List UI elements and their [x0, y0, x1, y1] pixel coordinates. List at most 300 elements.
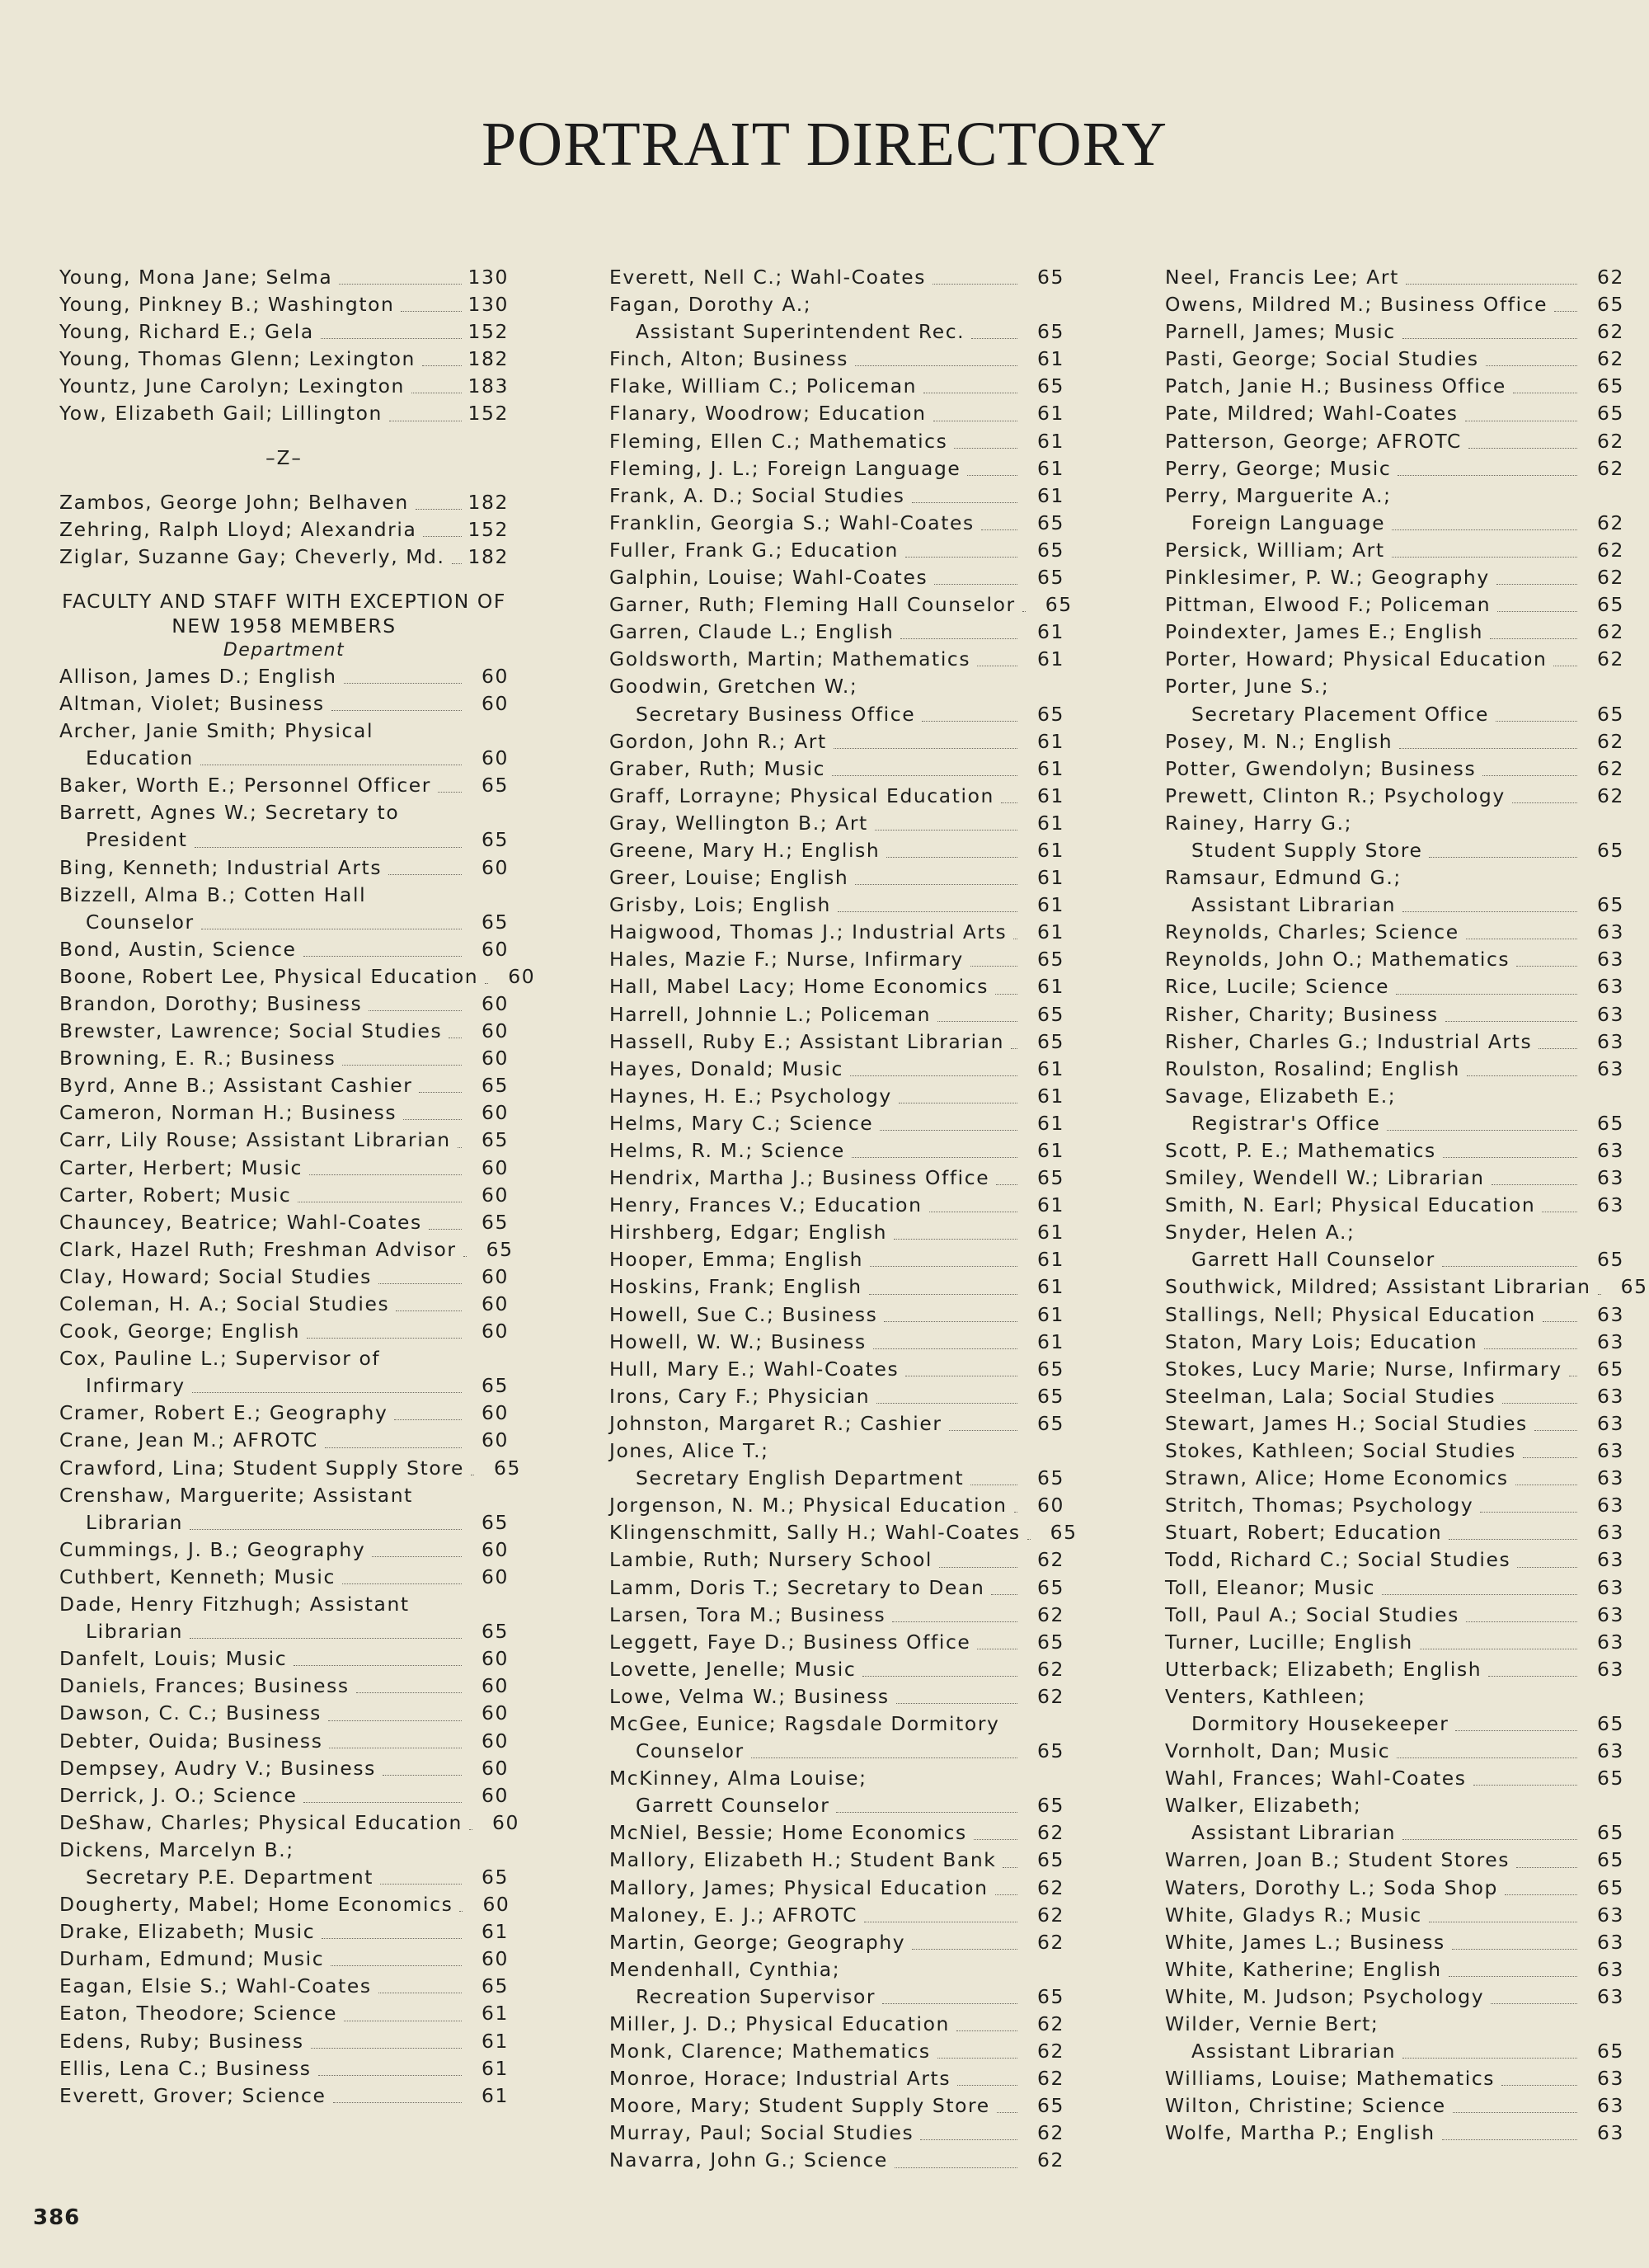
dot-leader [1442, 2139, 1577, 2140]
dot-leader [396, 1310, 462, 1311]
entry-name: Patterson, George; AFROTC [1165, 429, 1462, 453]
entry-name: Bing, Kenneth; Industrial Arts [59, 855, 383, 879]
directory-entry [59, 663, 509, 690]
entry-name: Carter, Robert; Music [59, 1183, 292, 1207]
entry-line [609, 783, 1064, 810]
dot-leader [933, 284, 1017, 285]
directory-entry [1165, 291, 1624, 318]
dot-leader [838, 911, 1017, 912]
entry-page: 65 [1037, 374, 1064, 398]
entry-line [1165, 1902, 1624, 1929]
entry-line [1165, 1710, 1624, 1738]
directory-entry [609, 1056, 1064, 1083]
entry-page: 61 [1037, 1275, 1064, 1299]
dot-leader [401, 311, 462, 312]
entry-role: Garrett Counselor [636, 1794, 830, 1818]
entry-role: Secretary English Department [636, 1466, 965, 1490]
dot-leader [1491, 2003, 1577, 2004]
entry-name: Monroe, Horace; Industrial Arts [609, 2067, 951, 2091]
directory-entry [609, 973, 1064, 1000]
directory-entry [59, 373, 509, 400]
entry-role: President [86, 828, 188, 852]
entry-name: Young, Mona Jane; Selma [59, 266, 333, 289]
entry-role: Counselor [86, 910, 195, 934]
directory-entry [1165, 318, 1624, 346]
dot-leader [832, 775, 1017, 776]
directory-entry [59, 346, 509, 373]
entry-line [59, 543, 509, 571]
dot-leader [485, 983, 488, 984]
entry-page: 60 [482, 1264, 509, 1288]
dot-leader [190, 1529, 462, 1530]
entry-line [609, 1028, 1064, 1056]
entry-name: Perry, Marguerite A.; [1165, 483, 1392, 507]
dot-leader [870, 1266, 1017, 1267]
directory-entry [59, 799, 509, 854]
directory-entry [1165, 919, 1624, 946]
entry-line [609, 1738, 1064, 1765]
entry-page: 62 [1597, 647, 1624, 671]
dot-leader [307, 1338, 462, 1339]
dot-leader [912, 502, 1017, 503]
dot-leader [344, 683, 462, 684]
directory-entry [1165, 1383, 1624, 1410]
entry-line [1165, 1765, 1624, 1792]
directory-entry [609, 728, 1064, 755]
entry-line [609, 482, 1064, 510]
dot-leader [339, 284, 462, 285]
entry-name: Derrick, J. O.; Science [59, 1783, 298, 1807]
entry-page: 62 [1037, 1657, 1064, 1681]
entry-name: Garner, Ruth; Fleming Hall Counselor [609, 593, 1016, 617]
entry-line [609, 428, 1064, 455]
entry-page: 65 [1597, 1248, 1624, 1272]
entry-name: Lovette, Jenelle; Music [609, 1657, 857, 1681]
entry-name: Fuller, Frank G.; Education [609, 538, 899, 562]
entry-page: 62 [1037, 1875, 1064, 1899]
directory-entry [609, 810, 1064, 837]
entry-line [609, 755, 1064, 783]
directory-entry [1165, 2011, 1624, 2065]
entry-line [609, 1410, 1064, 1437]
entry-name: Durham, Edmund; Music [59, 1947, 325, 1971]
directory-entry [59, 1782, 509, 1809]
entry-page: 62 [1037, 1684, 1064, 1708]
directory-entry [59, 2082, 509, 2110]
directory-entry [59, 1018, 509, 1045]
entry-page: 62 [1037, 2012, 1064, 2035]
dot-leader [991, 1594, 1017, 1595]
entry-page: 65 [486, 1237, 514, 1261]
entry-page: 61 [1037, 1193, 1064, 1217]
entry-page: 60 [482, 1729, 509, 1753]
entry-name: Greer, Louise; English [609, 866, 849, 890]
entry-name: Leggett, Faye D.; Business Office [609, 1630, 971, 1654]
dot-leader [1496, 584, 1577, 585]
entry-line [609, 1110, 1064, 1137]
entry-name: Hull, Mary E.; Wahl-Coates [609, 1357, 900, 1381]
entry-line [609, 537, 1064, 564]
directory-entry [59, 1946, 509, 1973]
entry-page: 63 [1597, 1166, 1624, 1190]
directory-entry [609, 1683, 1064, 1710]
directory-entry [609, 783, 1064, 810]
entry-line [59, 1427, 509, 1454]
entry-line [609, 1683, 1064, 1710]
directory-entry [59, 1837, 509, 1891]
entry-line [1165, 264, 1624, 291]
directory-entry [609, 2120, 1064, 2147]
entry-name: Southwick, Mildred; Assistant Librarian [1165, 1275, 1591, 1299]
entry-line [609, 946, 1064, 973]
directory-entry [1165, 673, 1624, 727]
dot-leader [852, 1157, 1017, 1158]
entry-line [1165, 1983, 1624, 2011]
entry-name: Crawford, Lina; Student Supply Store [59, 1456, 464, 1480]
entry-line [1165, 1383, 1624, 1410]
entry-page: 63 [1597, 1739, 1624, 1763]
dot-leader [438, 792, 462, 793]
directory-entry [1165, 1301, 1624, 1329]
entry-name: Pittman, Elwood F.; Policeman [1165, 593, 1492, 617]
entry-name: Barrett, Agnes W.; Secretary to [59, 801, 400, 825]
entry-name: Poindexter, James E.; English [1165, 620, 1484, 644]
entry-page: 183 [467, 374, 509, 398]
entry-name: Boone, Robert Lee, Physical Education [59, 964, 479, 988]
entry-name: Vornholt, Dan; Music [1165, 1739, 1391, 1763]
entry-line [609, 1329, 1064, 1356]
entry-page: 152 [467, 517, 509, 541]
entry-line [609, 2092, 1064, 2120]
entry-line [59, 690, 509, 718]
entry-line [609, 973, 1064, 1000]
entry-page: 65 [1037, 1384, 1064, 1408]
entry-name: Zambos, George John; Belhaven [59, 490, 409, 514]
dot-leader [1387, 1130, 1577, 1131]
entry-line [1165, 428, 1624, 455]
entry-page: 63 [1597, 1056, 1624, 1080]
directory-entry [1165, 810, 1624, 864]
dot-leader [463, 1256, 467, 1257]
dot-leader [394, 1419, 462, 1420]
entry-page: 60 [482, 1537, 509, 1561]
directory-entry [1165, 1410, 1624, 1437]
entry-page: 60 [482, 1320, 509, 1343]
entry-page: 60 [482, 1756, 509, 1780]
entry-name: Everett, Nell C.; Wahl-Coates [609, 266, 926, 289]
dot-leader [195, 847, 462, 848]
entry-line [609, 1219, 1064, 1246]
entry-page: 65 [1037, 1411, 1064, 1435]
entry-line [609, 1465, 1064, 1492]
entry-name: Mallory, James; Physical Education [609, 1875, 989, 1899]
entry-line [1165, 1956, 1624, 1983]
directory-entry [59, 1263, 509, 1291]
dot-leader [380, 1884, 462, 1885]
entry-line [609, 1519, 1078, 1546]
entry-name: Ziglar, Suzanne Gay; Cheverly, Md. [59, 544, 445, 568]
entry-name: Everett, Grover; Science [59, 2083, 327, 2107]
entry-name: Ellis, Lena C.; Business [59, 2056, 312, 2080]
directory-entry [59, 489, 509, 516]
entry-page: 63 [1597, 1657, 1624, 1681]
directory-entry [59, 1291, 509, 1318]
entry-name: Haynes, H. E.; Psychology [609, 1084, 892, 1108]
entry-line [609, 346, 1064, 373]
entry-line [1165, 373, 1624, 400]
entry-page: 60 [482, 855, 509, 879]
entry-page: 62 [1597, 456, 1624, 480]
directory-entry [59, 1482, 509, 1536]
entry-page: 62 [1597, 538, 1624, 562]
directory-entry [59, 718, 509, 772]
entry-page: 61 [1037, 729, 1064, 753]
dot-leader [855, 365, 1017, 366]
dot-leader [1502, 1403, 1577, 1404]
entry-line [609, 1929, 1064, 1956]
entry-page: 65 [1037, 948, 1064, 972]
section-heading: NEW 1958 MEMBERS [171, 614, 397, 638]
entry-role: Recreation Supervisor [636, 1984, 876, 2008]
entry-page: 60 [1037, 1494, 1064, 1517]
entry-page: 61 [1037, 1221, 1064, 1245]
entry-name: Henry, Frances V.; Education [609, 1193, 923, 1217]
entry-page: 65 [1037, 1466, 1064, 1490]
entry-line [609, 591, 1073, 619]
entry-page: 63 [1597, 2121, 1624, 2145]
directory-entry [609, 1546, 1064, 1574]
entry-line [59, 2000, 509, 2027]
entry-page: 61 [482, 2002, 509, 2026]
directory-entry [609, 264, 1064, 291]
dot-leader [1512, 802, 1577, 803]
entry-page: 60 [482, 664, 509, 688]
directory-entry [609, 400, 1064, 427]
entry-page: 130 [467, 293, 509, 317]
entry-page: 62 [1037, 1821, 1064, 1845]
dot-leader [1466, 1621, 1577, 1622]
entry-line [609, 1792, 1064, 1819]
entry-page: 63 [1597, 1602, 1624, 1626]
entry-line [1165, 2065, 1624, 2092]
dot-leader [1402, 2058, 1577, 2059]
entry-line [609, 264, 1064, 291]
directory-entry [59, 1155, 509, 1182]
entry-name: Wilton, Christine; Science [1165, 2094, 1446, 2118]
directory-entry [609, 1847, 1064, 1874]
entry-name: Lowe, Velma W.; Business [609, 1684, 890, 1708]
entry-page: 63 [1597, 1029, 1624, 1053]
entry-name: Franklin, Georgia S.; Wahl-Coates [609, 511, 975, 534]
entry-page: 60 [482, 1783, 509, 1807]
entry-page: 60 [482, 1292, 509, 1315]
entry-line [1165, 1329, 1624, 1356]
entry-name: Steelman, Lala; Social Studies [1165, 1384, 1496, 1408]
dot-leader [190, 1638, 462, 1639]
entry-line [59, 826, 509, 854]
entry-line [1165, 919, 1624, 946]
dot-leader [1022, 611, 1026, 612]
entry-page: 130 [467, 266, 509, 289]
entry-page: 152 [467, 402, 509, 426]
directory-entry [59, 854, 509, 882]
entry-name: White, M. Judson; Psychology [1165, 1984, 1485, 2008]
entry-line [59, 1209, 509, 1236]
directory-entry [1165, 1056, 1624, 1083]
directory-entry [1165, 1028, 1624, 1056]
entry-name: Hall, Mabel Lacy; Home Economics [609, 975, 989, 999]
entry-line [1165, 1110, 1624, 1137]
dot-leader [325, 1447, 462, 1448]
entry-line [59, 1536, 509, 1564]
entry-page: 65 [1597, 1848, 1624, 1872]
directory-entry [59, 1400, 509, 1427]
entry-line [609, 1546, 1064, 1574]
directory-entry [59, 1209, 509, 1236]
dot-leader [322, 1938, 462, 1939]
dot-leader [1539, 1048, 1577, 1049]
entry-page: 63 [1597, 1630, 1624, 1654]
entry-page: 60 [482, 1893, 510, 1917]
entry-page: 62 [1037, 1548, 1064, 1572]
entry-line [1165, 591, 1624, 619]
entry-line [1165, 1410, 1624, 1437]
entry-line [59, 936, 509, 963]
directory-entry [59, 264, 509, 291]
entry-name: Fleming, J. L.; Foreign Language [609, 456, 961, 480]
entry-name: Klingenschmitt, Sally H.; Wahl-Coates [609, 1521, 1021, 1545]
dot-leader [995, 1894, 1018, 1895]
spacer [59, 571, 509, 589]
dot-leader [957, 2085, 1017, 2086]
entry-line [59, 1564, 509, 1591]
entry-name: Monk, Clarence; Mathematics [609, 2040, 931, 2063]
dot-leader [920, 2139, 1017, 2140]
dot-leader [192, 1392, 462, 1393]
directory-entry [609, 2038, 1064, 2065]
entry-page: 65 [494, 1456, 521, 1480]
entry-name: Dougherty, Mabel; Home Economics [59, 1893, 453, 1917]
section-subheading: Department [223, 639, 345, 661]
entry-name: Garren, Claude L.; English [609, 620, 895, 644]
directory-entry [609, 1219, 1064, 1246]
entry-line [59, 318, 509, 346]
entry-page: 65 [1597, 374, 1624, 398]
entry-name: Williams, Louise; Mathematics [1165, 2067, 1496, 2091]
entry-name: Eagan, Elsie S.; Wahl-Coates [59, 1974, 372, 1998]
entry-page: 61 [1037, 620, 1064, 644]
directory-entry [1165, 1602, 1624, 1629]
entry-name: Baker, Worth E.; Personnel Officer [59, 774, 432, 798]
directory-entry [609, 1083, 1064, 1110]
dot-leader [1484, 1348, 1577, 1349]
directory-entry [59, 318, 509, 346]
entry-page: 63 [1597, 2094, 1624, 2118]
entry-line [59, 854, 509, 882]
entry-page: 61 [1037, 811, 1064, 835]
entry-line [1165, 1465, 1624, 1492]
dot-leader [309, 1174, 462, 1175]
dot-leader [1598, 1294, 1601, 1295]
dot-leader [1398, 475, 1577, 476]
entry-line [59, 1673, 509, 1700]
entry-name: Young, Richard E.; Gela [59, 320, 314, 344]
directory-entry [59, 1455, 521, 1482]
entry-page: 62 [1037, 2040, 1064, 2063]
entry-page: 63 [1597, 1521, 1624, 1545]
entry-role: Librarian [86, 1620, 184, 1644]
dot-leader [1443, 1157, 1577, 1158]
entry-page: 182 [467, 490, 509, 514]
entry-line [1165, 837, 1624, 864]
entry-name: DeShaw, Charles; Physical Education [59, 1810, 463, 1834]
entry-role: Assistant Librarian [1191, 893, 1396, 917]
directory-entry [609, 892, 1064, 919]
entry-name: Rainey, Harry G.; [1165, 811, 1353, 835]
entry-line [1165, 1819, 1624, 1847]
entry-name: Drake, Elizabeth; Music [59, 1920, 316, 1944]
dot-leader [1480, 1512, 1577, 1513]
dot-leader [1455, 1730, 1577, 1731]
entry-line [609, 1192, 1064, 1219]
directory-entry [1165, 1792, 1624, 1847]
dot-leader [937, 1021, 1017, 1022]
entry-page: 60 [482, 1565, 509, 1588]
entry-name: Pinklesimer, P. W.; Geography [1165, 566, 1490, 590]
entry-line [1165, 1929, 1624, 1956]
entry-line [1165, 2120, 1624, 2147]
directory-entry [609, 1028, 1064, 1056]
entry-page: 65 [482, 1620, 509, 1644]
directory-entry [609, 591, 1073, 619]
entry-name: Wilder, Vernie Bert; [1165, 2012, 1379, 2035]
entry-name: Mallory, Elizabeth H.; Student Bank [609, 1848, 997, 1872]
directory-entry [1165, 1437, 1624, 1465]
entry-page: 63 [1597, 1930, 1624, 1954]
entry-name: Prewett, Clinton R.; Psychology [1165, 783, 1506, 807]
directory-entry [59, 1918, 509, 1946]
directory-entry [1165, 946, 1624, 973]
directory-entry [609, 1710, 1064, 1765]
entry-page: 61 [1037, 1329, 1064, 1353]
entry-page: 61 [1037, 893, 1064, 917]
entry-name: Smiley, Wendell W.; Librarian [1165, 1166, 1485, 1190]
entry-name: Hoskins, Frank; English [609, 1275, 862, 1299]
entry-page: 65 [1037, 1848, 1064, 1872]
entry-name: Yountz, June Carolyn; Lexington [59, 374, 405, 398]
dot-leader [333, 2102, 463, 2103]
dot-leader [294, 1665, 462, 1666]
directory-entry [1165, 1137, 1624, 1165]
dot-leader [956, 2030, 1017, 2031]
entry-line [609, 1165, 1064, 1192]
entry-line [609, 810, 1064, 837]
entry-page: 65 [1037, 538, 1064, 562]
entry-page: 62 [1597, 620, 1624, 644]
entry-name: Gordon, John R.; Art [609, 729, 827, 753]
entry-name: Dade, Henry Fitzhugh; Assistant [59, 1593, 410, 1616]
directory-entry [609, 1875, 1064, 1902]
directory-entry [609, 646, 1064, 673]
entry-name: Parnell, James; Music [1165, 320, 1396, 344]
entry-role: Student Supply Store [1191, 838, 1423, 862]
entry-line [59, 1263, 509, 1291]
entry-page: 65 [1597, 1767, 1624, 1790]
entry-name: Bizzell, Alma B.; Cotten Hall [59, 882, 367, 906]
entry-page: 61 [1037, 1248, 1064, 1272]
entry-line [59, 1127, 509, 1154]
dot-leader [1505, 1894, 1577, 1895]
